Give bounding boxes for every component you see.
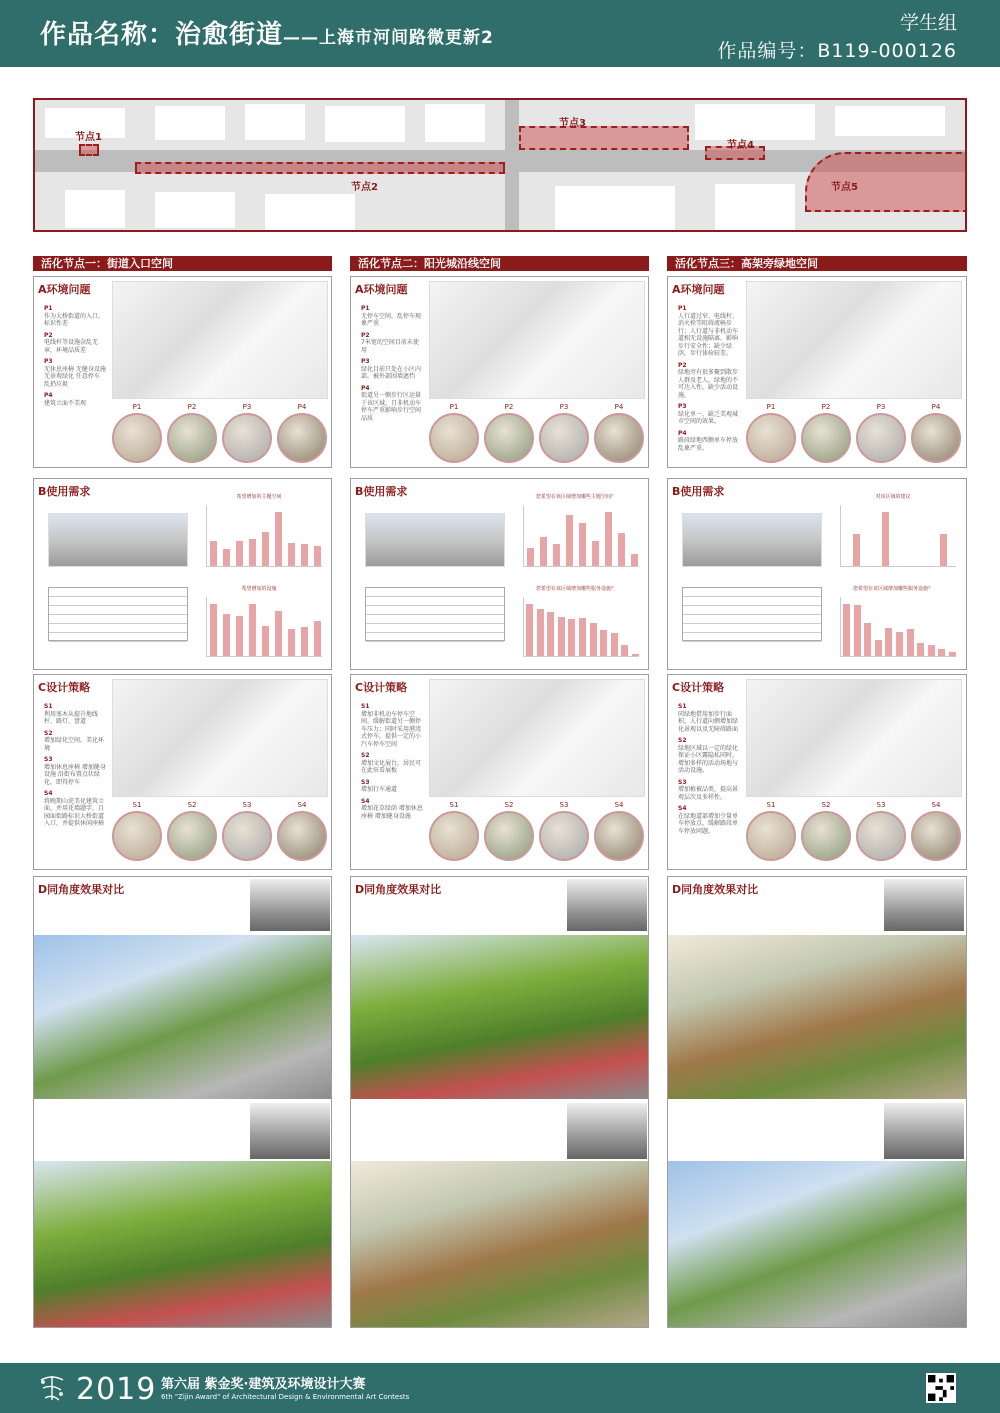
note-text: 路段绿地西侧单车停放乱象严重。 bbox=[678, 437, 739, 452]
section-a-title: A环境问题 bbox=[38, 283, 91, 296]
strategy-photo-3 bbox=[222, 811, 272, 861]
note-item bbox=[44, 332, 106, 355]
strategy-photo-2 bbox=[167, 811, 217, 861]
note-item bbox=[361, 385, 423, 423]
strategy-photo-2 bbox=[484, 811, 534, 861]
note-key: S4 bbox=[44, 790, 53, 797]
chart-1-title: 您希望在该区域增加哪些主题空间？ bbox=[535, 494, 616, 500]
note-item bbox=[678, 305, 740, 358]
s1-label: S1 bbox=[132, 801, 142, 809]
note-text: 无休息座椅 无健身设施 无景观绿化 任意停车 乱扔垃圾 bbox=[44, 365, 106, 388]
survey-table bbox=[365, 587, 505, 641]
col1-section-a bbox=[33, 276, 332, 468]
section-a-notes bbox=[678, 305, 740, 456]
node-1-zone bbox=[79, 144, 99, 156]
chart-bar bbox=[288, 629, 295, 656]
note-item bbox=[44, 730, 106, 753]
p1-label: P1 bbox=[132, 403, 142, 411]
strategy-photo-2 bbox=[801, 811, 851, 861]
strategy-photo-1 bbox=[746, 811, 796, 861]
p4-label: P4 bbox=[614, 403, 624, 411]
section-c-title: C设计策略 bbox=[672, 681, 725, 694]
note-item bbox=[678, 805, 740, 835]
chart-bar bbox=[907, 629, 914, 656]
table-row bbox=[683, 606, 821, 615]
chart-bar bbox=[631, 554, 638, 566]
note-key: P3 bbox=[678, 403, 687, 410]
p1-label: P1 bbox=[449, 403, 459, 411]
table-row bbox=[683, 597, 821, 606]
note-key: S4 bbox=[678, 805, 687, 812]
note-key: S2 bbox=[44, 729, 53, 737]
chart-bar bbox=[618, 533, 625, 566]
col1-section-d bbox=[33, 876, 332, 1328]
problem-photo-1 bbox=[429, 413, 479, 463]
s4-label: S4 bbox=[614, 801, 624, 809]
chart-bar bbox=[949, 652, 956, 656]
chart-bar bbox=[854, 605, 861, 656]
note-text: 电线杆等设施杂乱无章，环境品质差 bbox=[44, 339, 99, 354]
chart-2-title: 您希望在该区域增加哪些服务设施？ bbox=[535, 586, 616, 592]
problem-photo-1 bbox=[112, 413, 162, 463]
chart-bar bbox=[875, 640, 882, 656]
table-row bbox=[366, 615, 504, 624]
note-key: P2 bbox=[361, 331, 370, 339]
chart-bar bbox=[566, 515, 573, 566]
section-c-notes bbox=[44, 703, 106, 832]
note-key: S3 bbox=[44, 756, 53, 763]
note-item bbox=[44, 358, 106, 388]
note-key: P3 bbox=[44, 358, 53, 365]
note-key: P1 bbox=[44, 305, 53, 312]
page-footer bbox=[0, 1363, 1000, 1413]
problem-photo-3 bbox=[856, 413, 906, 463]
note-item bbox=[678, 403, 740, 426]
footer-title-en: 6th "Zijin Award" of Architectural Design & Environmental Art Contests bbox=[161, 1393, 410, 1401]
chart-bar bbox=[938, 649, 945, 656]
chart-bar bbox=[249, 604, 256, 656]
p4-label: P4 bbox=[931, 403, 941, 411]
section-c-sketch bbox=[429, 679, 645, 797]
note-text: 增加休息座椅 增加健身设施 沿街布置点状绿化，即得停车 bbox=[44, 763, 106, 786]
note-key: S2 bbox=[678, 737, 687, 744]
chart-2-title: 您希望在该区域增加哪些服务设施？ bbox=[852, 586, 933, 592]
column-2-header: 活化节点二：阳光城沿线空间 bbox=[350, 256, 649, 271]
before-photo-2 bbox=[884, 1103, 964, 1159]
p2-label: P2 bbox=[821, 403, 831, 411]
note-item bbox=[361, 305, 423, 328]
node-5-label: 节点5 bbox=[831, 182, 858, 193]
section-a-sketch bbox=[429, 281, 645, 399]
s2-label: S2 bbox=[187, 801, 197, 809]
survey-photo bbox=[682, 513, 822, 567]
node-2-zone bbox=[135, 162, 505, 174]
note-item bbox=[44, 756, 106, 786]
note-key: P4 bbox=[44, 392, 53, 399]
strategy-photo-4 bbox=[911, 811, 961, 861]
strategy-photo-4 bbox=[594, 811, 644, 861]
col1-section-b bbox=[33, 478, 332, 670]
after-render-1 bbox=[34, 935, 331, 1099]
table-row bbox=[49, 606, 187, 615]
chart-bar bbox=[301, 544, 308, 566]
note-key: P1 bbox=[678, 305, 687, 312]
s3-label: S3 bbox=[876, 801, 886, 809]
section-c-notes bbox=[361, 703, 423, 824]
section-c-sketch bbox=[112, 679, 328, 797]
chart-bar bbox=[301, 627, 308, 656]
chart-bar bbox=[262, 532, 269, 566]
chart-bar bbox=[553, 544, 560, 566]
problem-photo-3 bbox=[539, 413, 589, 463]
chart-bar bbox=[288, 543, 295, 566]
note-text: 街道另一侧步行区运量于该区域，且非机动车停车严重影响步行空间品质 bbox=[361, 392, 422, 422]
col2-section-c bbox=[350, 674, 649, 870]
section-d-title: D同角度效果对比 bbox=[355, 883, 442, 896]
note-item bbox=[361, 703, 423, 748]
note-item bbox=[678, 430, 740, 453]
s3-label: S3 bbox=[559, 801, 569, 809]
group-label: 学生组 bbox=[899, 12, 957, 34]
s2-label: S2 bbox=[504, 801, 514, 809]
chart-bar bbox=[882, 512, 889, 566]
problem-photo-2 bbox=[167, 413, 217, 463]
note-text: 建筑立面不美观 bbox=[44, 399, 87, 407]
chart-bar bbox=[592, 541, 599, 566]
cross-road bbox=[505, 100, 519, 232]
table-row bbox=[366, 606, 504, 615]
chart-bar bbox=[621, 645, 628, 656]
table-row bbox=[49, 624, 187, 633]
col2-section-d bbox=[350, 876, 649, 1328]
note-item bbox=[361, 798, 423, 821]
col3-section-a bbox=[667, 276, 967, 468]
p2-label: P2 bbox=[504, 403, 514, 411]
s4-label: S4 bbox=[297, 801, 307, 809]
section-a-title: A环境问题 bbox=[672, 283, 725, 296]
p3-label: P3 bbox=[242, 403, 252, 411]
table-row bbox=[49, 597, 187, 606]
note-text: 增加文化展台，居民可在此驻看展板 bbox=[361, 759, 422, 774]
note-item bbox=[44, 790, 106, 828]
table-row bbox=[366, 588, 504, 597]
s3-label: S3 bbox=[242, 801, 252, 809]
note-key: S4 bbox=[361, 797, 370, 805]
chart-bar bbox=[885, 628, 892, 656]
after-render-2 bbox=[668, 1161, 966, 1327]
note-text: 增加绿化空间，美化环境 bbox=[44, 737, 105, 752]
col2-section-a bbox=[350, 276, 649, 468]
chart-bar bbox=[917, 643, 924, 656]
before-photo-1 bbox=[884, 879, 964, 931]
section-d-title: D同角度效果对比 bbox=[672, 883, 759, 896]
section-d-title: D同角度效果对比 bbox=[38, 883, 125, 896]
table-row bbox=[366, 624, 504, 633]
bar-chart-2 bbox=[206, 597, 322, 657]
section-b-title: B使用需求 bbox=[38, 485, 91, 498]
column-3-header: 活化节点三：高架旁绿地空间 bbox=[667, 256, 967, 271]
section-a-notes bbox=[361, 305, 423, 426]
table-row bbox=[49, 615, 187, 624]
before-photo-2 bbox=[567, 1103, 647, 1159]
problem-photo-4 bbox=[277, 413, 327, 463]
survey-photo bbox=[365, 513, 505, 567]
note-text: 无停车空间，乱停车现象严重 bbox=[361, 312, 422, 327]
chart-bar bbox=[579, 523, 586, 566]
chart-bar bbox=[568, 619, 575, 656]
col3-section-b bbox=[667, 478, 967, 670]
chart-1-title: 希望增加的主题空间 bbox=[236, 494, 282, 500]
bar-chart-1 bbox=[840, 505, 956, 567]
note-key: S1 bbox=[678, 703, 687, 710]
chart-bar bbox=[275, 512, 282, 566]
chart-bar bbox=[249, 539, 256, 566]
note-item bbox=[678, 779, 740, 802]
note-text: 作为大桥街道的入口，标识性差 bbox=[44, 312, 105, 327]
before-photo-2 bbox=[250, 1103, 330, 1159]
note-item bbox=[44, 305, 106, 328]
chart-bar bbox=[940, 534, 947, 566]
strategy-photo-1 bbox=[112, 811, 162, 861]
note-item bbox=[361, 779, 423, 794]
p4-label: P4 bbox=[297, 403, 307, 411]
note-text: 增加植被品类，提高景观层次及多样性。 bbox=[678, 786, 739, 801]
node-1-label: 节点1 bbox=[75, 132, 102, 143]
node-3-zone bbox=[519, 126, 689, 150]
problem-photo-1 bbox=[746, 413, 796, 463]
p3-label: P3 bbox=[876, 403, 886, 411]
after-render-1 bbox=[668, 935, 966, 1099]
chart-bar bbox=[537, 609, 544, 656]
note-key: P2 bbox=[44, 331, 53, 339]
strategy-photo-4 bbox=[277, 811, 327, 861]
bar-chart-2 bbox=[840, 597, 956, 657]
note-key: P1 bbox=[361, 305, 370, 312]
node-4-label: 节点4 bbox=[727, 140, 754, 151]
s1-label: S1 bbox=[449, 801, 459, 809]
chart-bar bbox=[236, 541, 243, 566]
note-item bbox=[361, 752, 423, 775]
section-c-sketch bbox=[746, 679, 962, 797]
chart-bar bbox=[590, 623, 597, 656]
chart-bar bbox=[210, 541, 217, 566]
section-c-title: C设计策略 bbox=[38, 681, 91, 694]
chart-bar bbox=[527, 548, 534, 566]
table-row bbox=[683, 633, 821, 642]
chart-bar bbox=[314, 546, 321, 566]
chart-bar bbox=[210, 604, 217, 656]
table-row bbox=[683, 615, 821, 624]
problem-photo-4 bbox=[594, 413, 644, 463]
note-text: 在绿地道部增加少量单车停放点，缓解路段单车停放问题。 bbox=[678, 812, 739, 835]
col2-section-b bbox=[350, 478, 649, 670]
chart-bar bbox=[600, 630, 607, 656]
chart-bar bbox=[547, 612, 554, 656]
after-render-2 bbox=[351, 1161, 648, 1327]
before-photo-1 bbox=[250, 879, 330, 931]
s1-label: S1 bbox=[766, 801, 776, 809]
section-a-sketch bbox=[746, 281, 962, 399]
section-b-title: B使用需求 bbox=[355, 485, 408, 498]
chart-bar bbox=[579, 618, 586, 656]
note-key: S2 bbox=[361, 752, 370, 759]
chart-bar bbox=[928, 645, 935, 656]
note-item bbox=[678, 703, 740, 733]
note-text: 7米宽的空间目前未使用 bbox=[361, 339, 419, 354]
note-item bbox=[44, 703, 106, 726]
chart-bar bbox=[558, 617, 565, 656]
section-a-title: A环境问题 bbox=[355, 283, 408, 296]
section-c-notes bbox=[678, 703, 740, 839]
table-row bbox=[366, 633, 504, 642]
col3-section-d bbox=[667, 876, 967, 1328]
node-3-label: 节点3 bbox=[559, 118, 586, 129]
page-header bbox=[0, 0, 1000, 67]
bar-chart-1 bbox=[523, 505, 639, 567]
chart-bar bbox=[843, 604, 850, 656]
problem-photo-3 bbox=[222, 413, 272, 463]
section-a-sketch bbox=[112, 281, 328, 399]
note-text: 增加花草绿荫 增加休息座椅 增加健身设施 bbox=[361, 805, 423, 820]
note-text: 绿化单一，缺乏美观城市空间的效果。 bbox=[678, 410, 739, 425]
note-key: S3 bbox=[361, 778, 370, 786]
problem-photo-2 bbox=[484, 413, 534, 463]
note-text: 绿地旁有很多聚到散步人群及老人，绿地的不可达入性，缺少活动设施。 bbox=[678, 369, 739, 399]
chart-bar bbox=[605, 512, 612, 566]
p1-label: P1 bbox=[766, 403, 776, 411]
strategy-photo-3 bbox=[856, 811, 906, 861]
table-row bbox=[49, 588, 187, 597]
p3-label: P3 bbox=[559, 403, 569, 411]
note-item bbox=[361, 332, 423, 355]
chart-bar bbox=[896, 632, 903, 656]
chart-bar bbox=[632, 654, 639, 656]
survey-table bbox=[682, 587, 822, 641]
col3-section-c bbox=[667, 674, 967, 870]
chart-bar bbox=[611, 633, 618, 656]
note-key: P4 bbox=[361, 384, 370, 392]
column-1-header: 活化节点一：街道入口空间 bbox=[33, 256, 332, 271]
chart-bar bbox=[275, 611, 282, 656]
problem-photo-4 bbox=[911, 413, 961, 463]
chart-bar bbox=[540, 537, 547, 566]
note-item bbox=[678, 737, 740, 775]
note-item bbox=[361, 358, 423, 381]
after-render-1 bbox=[351, 935, 648, 1099]
note-key: P3 bbox=[361, 358, 370, 365]
chart-bar bbox=[262, 626, 269, 656]
chart-bar bbox=[864, 623, 871, 656]
note-text: 绿化目前只处在小区内部，被外部围墙遮挡 bbox=[361, 365, 422, 380]
chart-bar bbox=[223, 614, 230, 656]
strategy-photo-3 bbox=[539, 811, 589, 861]
s4-label: S4 bbox=[931, 801, 941, 809]
chart-bar bbox=[236, 616, 243, 656]
footer-title-cn: 第六届 紫金奖·建筑及环境设计大赛 bbox=[161, 1377, 366, 1392]
entry-code: 作品编号：B119-000126 bbox=[717, 40, 957, 62]
chart-bar bbox=[853, 534, 860, 566]
chart-bar bbox=[223, 549, 230, 566]
note-text: 人行道过窄、电线杆、消火栓等阻碍流畅步行；人行道与非机动车道相无设施隔离，影响步行安全性；缺少绿荫，步行体验较差。 bbox=[678, 312, 739, 357]
note-text: 同绿地借用加步行面积，人行道向侧增加绿化景观以及无障碍路面 bbox=[678, 710, 739, 733]
table-row bbox=[683, 588, 821, 597]
p2-label: P2 bbox=[187, 403, 197, 411]
after-render-2 bbox=[34, 1161, 331, 1327]
qr-code-icon[interactable] bbox=[926, 1373, 956, 1403]
bar-chart-1 bbox=[206, 505, 322, 567]
page-title: 作品名称：治愈街道——上海市河间路微更新2 bbox=[40, 20, 494, 50]
note-text: 增加行车通道 bbox=[361, 786, 398, 793]
chart-bar bbox=[314, 621, 321, 656]
note-key: P4 bbox=[678, 429, 687, 437]
note-key: S1 bbox=[44, 703, 53, 710]
note-key: P2 bbox=[678, 361, 687, 369]
note-item bbox=[678, 362, 740, 400]
footer-year: 2019 bbox=[76, 1372, 157, 1407]
note-text: 绿地区域以一定的绿化保证小区露隐私同时，增加多样的活动场地与活动设施。 bbox=[678, 744, 739, 774]
note-text: 增加非机动车停车空间，缓解街道另一侧停车压力；同时采用港湾式停车，提供一定的小汽车停车空间 bbox=[361, 710, 422, 748]
table-row bbox=[366, 597, 504, 606]
note-key: S3 bbox=[678, 778, 687, 786]
problem-photo-2 bbox=[801, 413, 851, 463]
section-c-title: C设计策略 bbox=[355, 681, 408, 694]
note-item bbox=[44, 392, 106, 407]
node-5-zone bbox=[805, 152, 967, 212]
site-plan-map bbox=[33, 98, 967, 232]
chart-1-title: 对该区域的建议 bbox=[875, 494, 911, 500]
chart-bar bbox=[526, 604, 533, 656]
table-row bbox=[683, 624, 821, 633]
note-text: 利用塞木从提升地线杆、路灯、窨道 bbox=[44, 710, 99, 725]
award-logo-icon bbox=[35, 1372, 69, 1404]
s2-label: S2 bbox=[821, 801, 831, 809]
node-2-label: 节点2 bbox=[351, 182, 378, 193]
section-b-title: B使用需求 bbox=[672, 485, 725, 498]
note-key: S1 bbox=[361, 703, 370, 710]
section-a-notes bbox=[44, 305, 106, 411]
strategy-photo-1 bbox=[429, 811, 479, 861]
note-text: 将晚期山虎美化建筑立面，并用花墙题字，且园面街路标识大桥街道入口，并提供休闲座椅 bbox=[44, 797, 105, 827]
table-row bbox=[49, 633, 187, 642]
col1-section-c bbox=[33, 674, 332, 870]
survey-photo bbox=[48, 513, 188, 567]
before-photo-1 bbox=[567, 879, 647, 931]
chart-2-title: 希望增加的设施 bbox=[241, 586, 277, 592]
survey-table bbox=[48, 587, 188, 641]
bar-chart-2 bbox=[523, 597, 639, 657]
